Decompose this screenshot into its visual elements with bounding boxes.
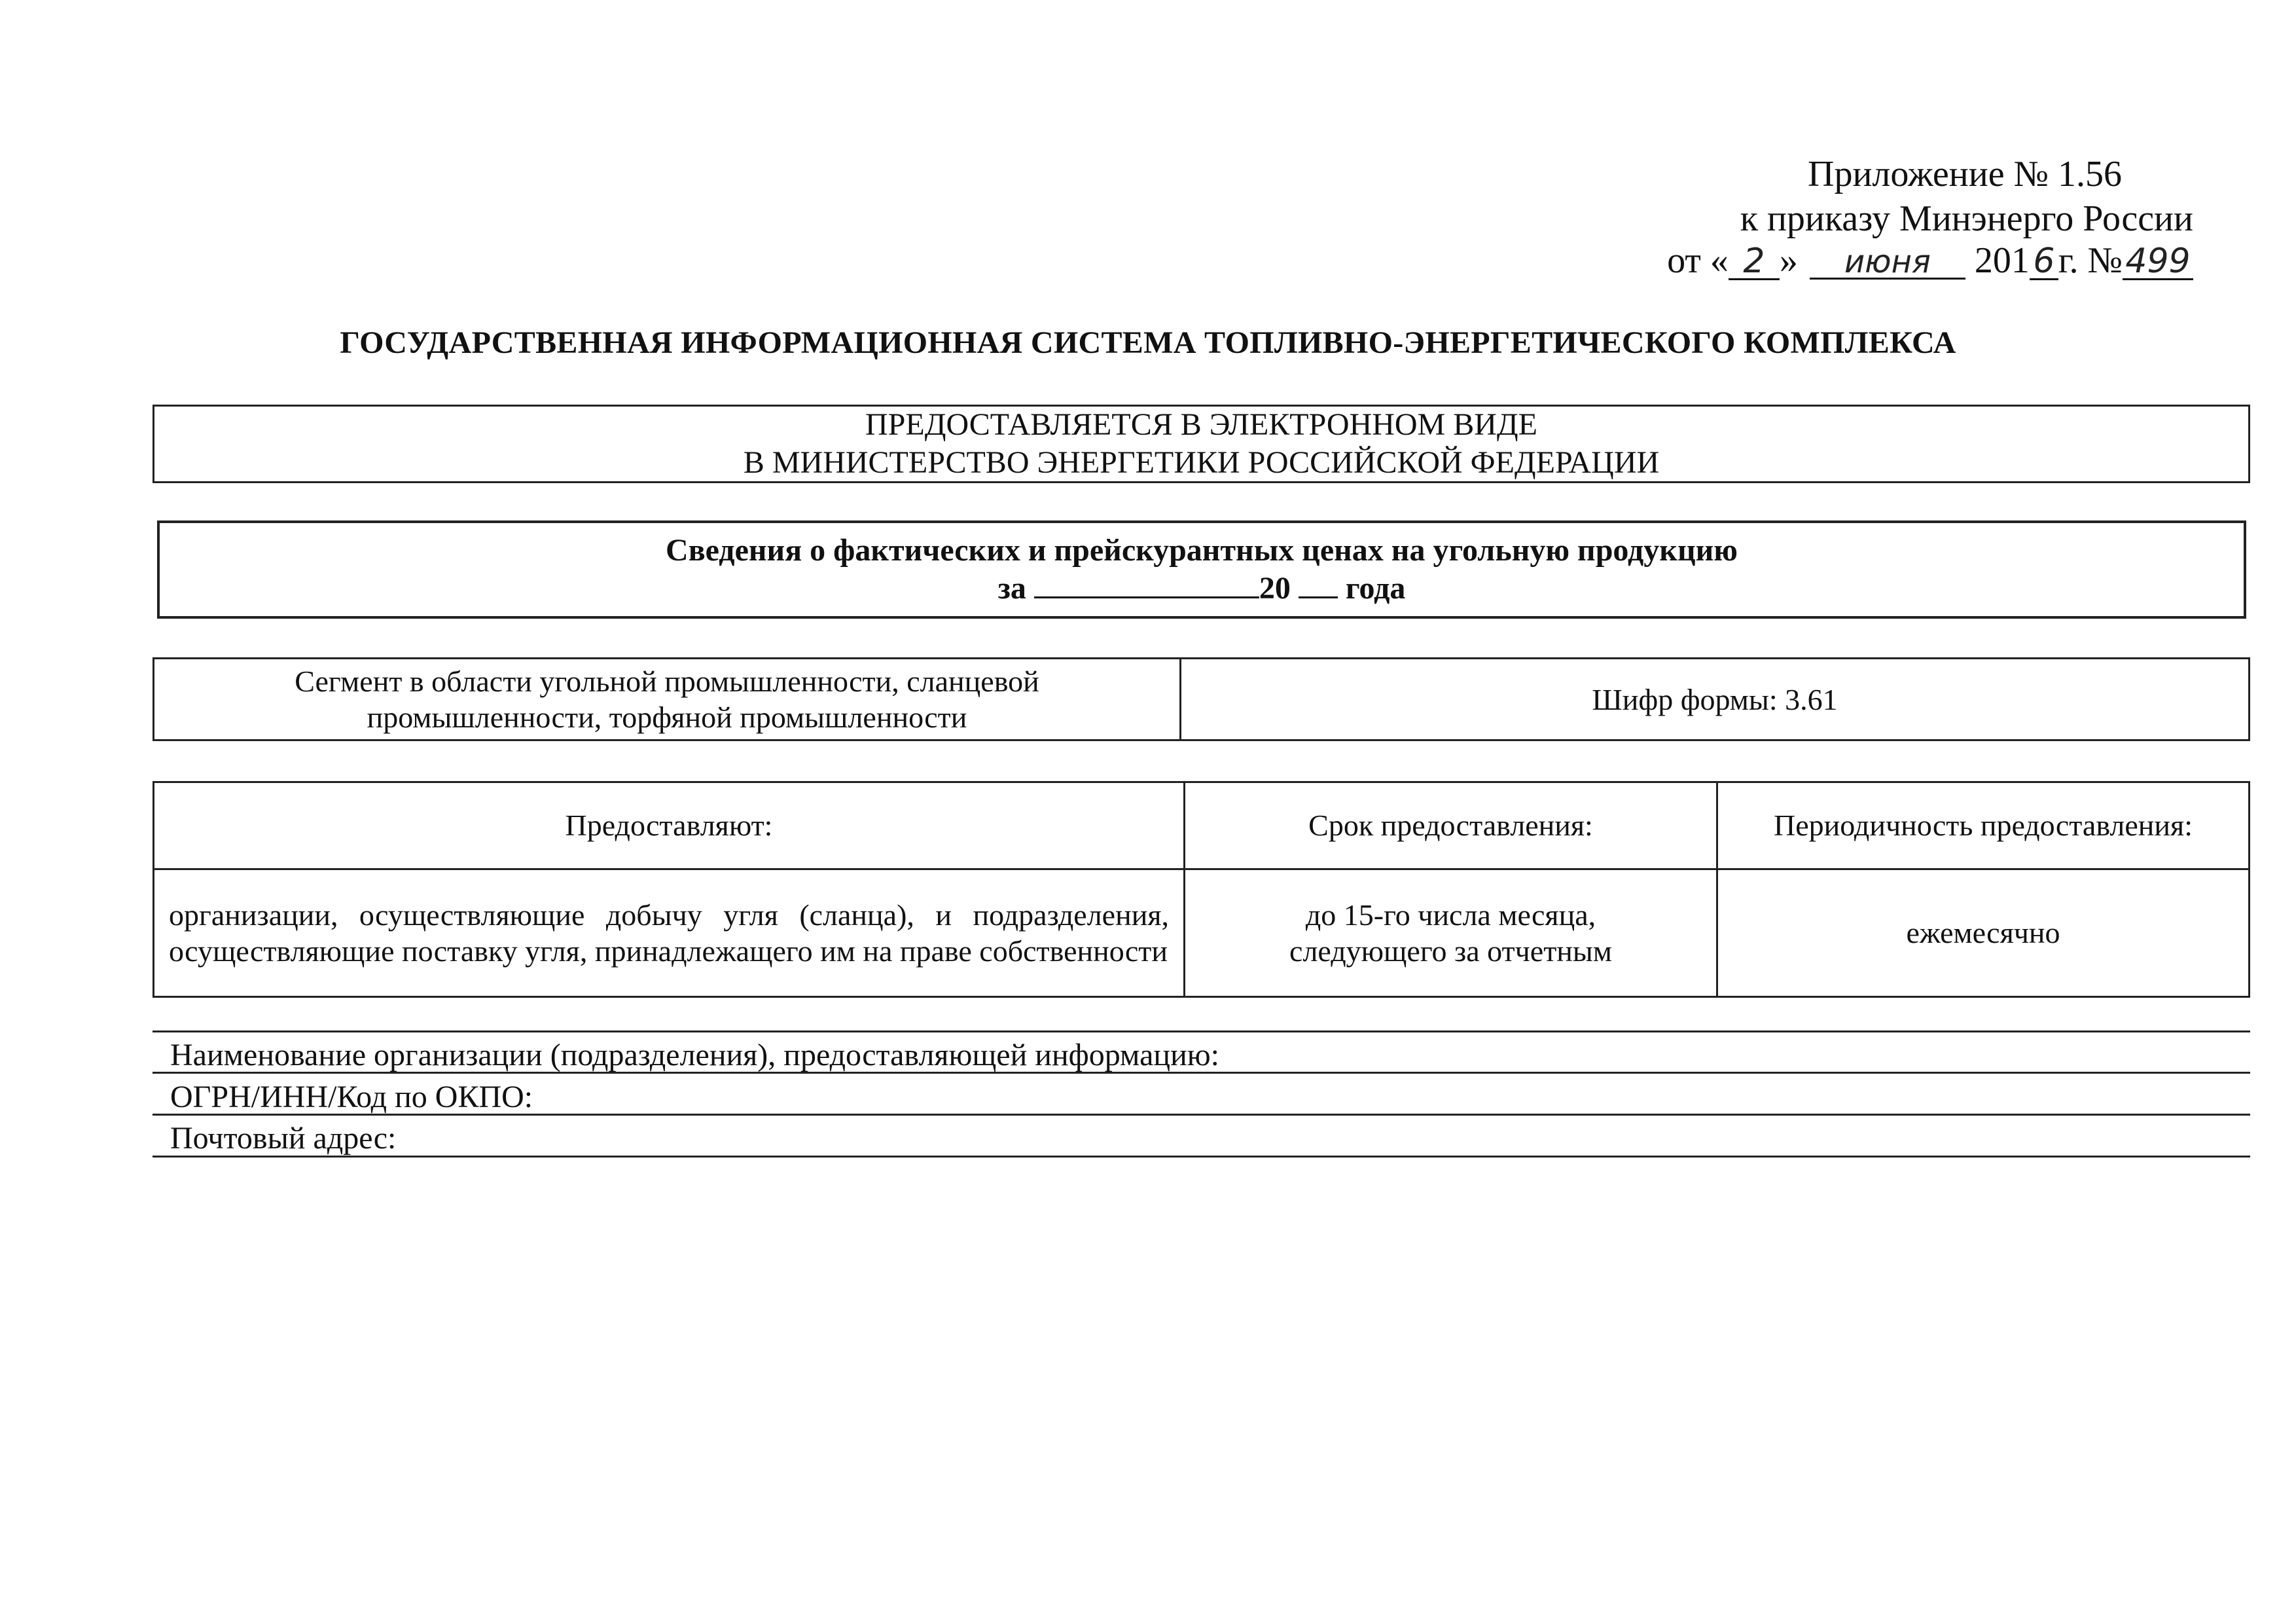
divider-line xyxy=(152,1156,2250,1158)
attachment-date-line xyxy=(1667,241,2193,282)
cell-deadline xyxy=(1185,869,1717,997)
segment-line1: Сегмент в области угольной промышленности, сланцевой xyxy=(295,665,1039,698)
attachment-number xyxy=(1808,155,2122,195)
org-name-field[interactable]: Наименование организации (подразделения), предоставляющей информацию: xyxy=(170,1038,1219,1072)
report-period xyxy=(160,570,2244,608)
header-frequency: Периодичность предоставления: xyxy=(1717,782,2250,869)
divider-line xyxy=(152,1114,2250,1116)
ogrn-field[interactable]: ОГРН/ИНН/Код по ОКПО: xyxy=(170,1080,533,1114)
handwritten-day: 2 xyxy=(1729,244,1780,280)
page-title: ГОСУДАРСТВЕННАЯ ИНФОРМАЦИОННАЯ СИСТЕМА ТОПЛИВНО-ЭНЕРГЕТИЧЕСКОГО КОМПЛЕКСА xyxy=(340,325,1956,360)
deadline-line1: до 15-го числа месяца, xyxy=(1305,898,1596,932)
electronic-box-line1: ПРЕДОСТАВЛЯЕТСЯ В ЭЛЕКТРОННОМ ВИДЕ xyxy=(865,407,1537,443)
cell-who: организации, осуществляющие добычу угля (сланца), и подразделения, осуществляющие поставку угля, принадлежащего им на праве собственности xyxy=(154,869,1185,997)
electronic-submission-box xyxy=(152,405,2250,483)
attachment-number-text: Приложение № 1.56 xyxy=(1808,154,2122,194)
divider-line xyxy=(152,1072,2250,1074)
form-code-cell: Шифр формы: 3.61 xyxy=(1181,659,2250,740)
table-header-row xyxy=(154,782,2250,869)
electronic-box-line2: В МИНИСТЕРСТВО ЭНЕРГЕТИКИ РОССИЙСКОЙ ФЕДЕРАЦИИ xyxy=(743,445,1660,480)
segment-cell xyxy=(154,659,1181,740)
report-title-box xyxy=(157,520,2246,619)
year-suffix: г. № xyxy=(2058,240,2123,281)
header-who: Предоставляют: xyxy=(154,782,1185,869)
handwritten-year-digit: 6 xyxy=(2030,244,2058,280)
segment-line2: промышленности, торфяной промышленности xyxy=(367,701,967,735)
header-deadline: Срок предоставления: xyxy=(1185,782,1717,869)
postal-address-field[interactable]: Почтовый адрес: xyxy=(170,1121,397,1156)
cell-frequency: ежемесячно xyxy=(1717,869,2250,997)
date-prefix: от « xyxy=(1667,240,1729,281)
period-prefix: за xyxy=(997,571,1026,606)
date-quote-close: » xyxy=(1779,240,1798,281)
attachment-order-text: к приказу Минэнерго России xyxy=(1740,198,2193,239)
report-title: Сведения о фактических и прейскурантных ценах на угольную продукцию xyxy=(666,533,1738,568)
submission-table xyxy=(152,781,2250,998)
segment-table xyxy=(152,657,2250,741)
period-suffix: года xyxy=(1345,571,1406,606)
period-year-blank[interactable] xyxy=(1299,570,1338,598)
period-month-blank[interactable] xyxy=(1034,570,1259,598)
attachment-order-ref xyxy=(1740,199,2193,240)
period-year-prefix: 20 xyxy=(1259,571,1291,606)
table-row xyxy=(154,869,2250,997)
year-prefix: 201 xyxy=(1974,240,2030,281)
handwritten-order-number: 499 xyxy=(2123,244,2193,280)
deadline-line2: следующего за отчетным xyxy=(1289,934,1612,968)
handwritten-month: июня xyxy=(1810,246,1965,280)
divider-line xyxy=(152,1030,2250,1032)
